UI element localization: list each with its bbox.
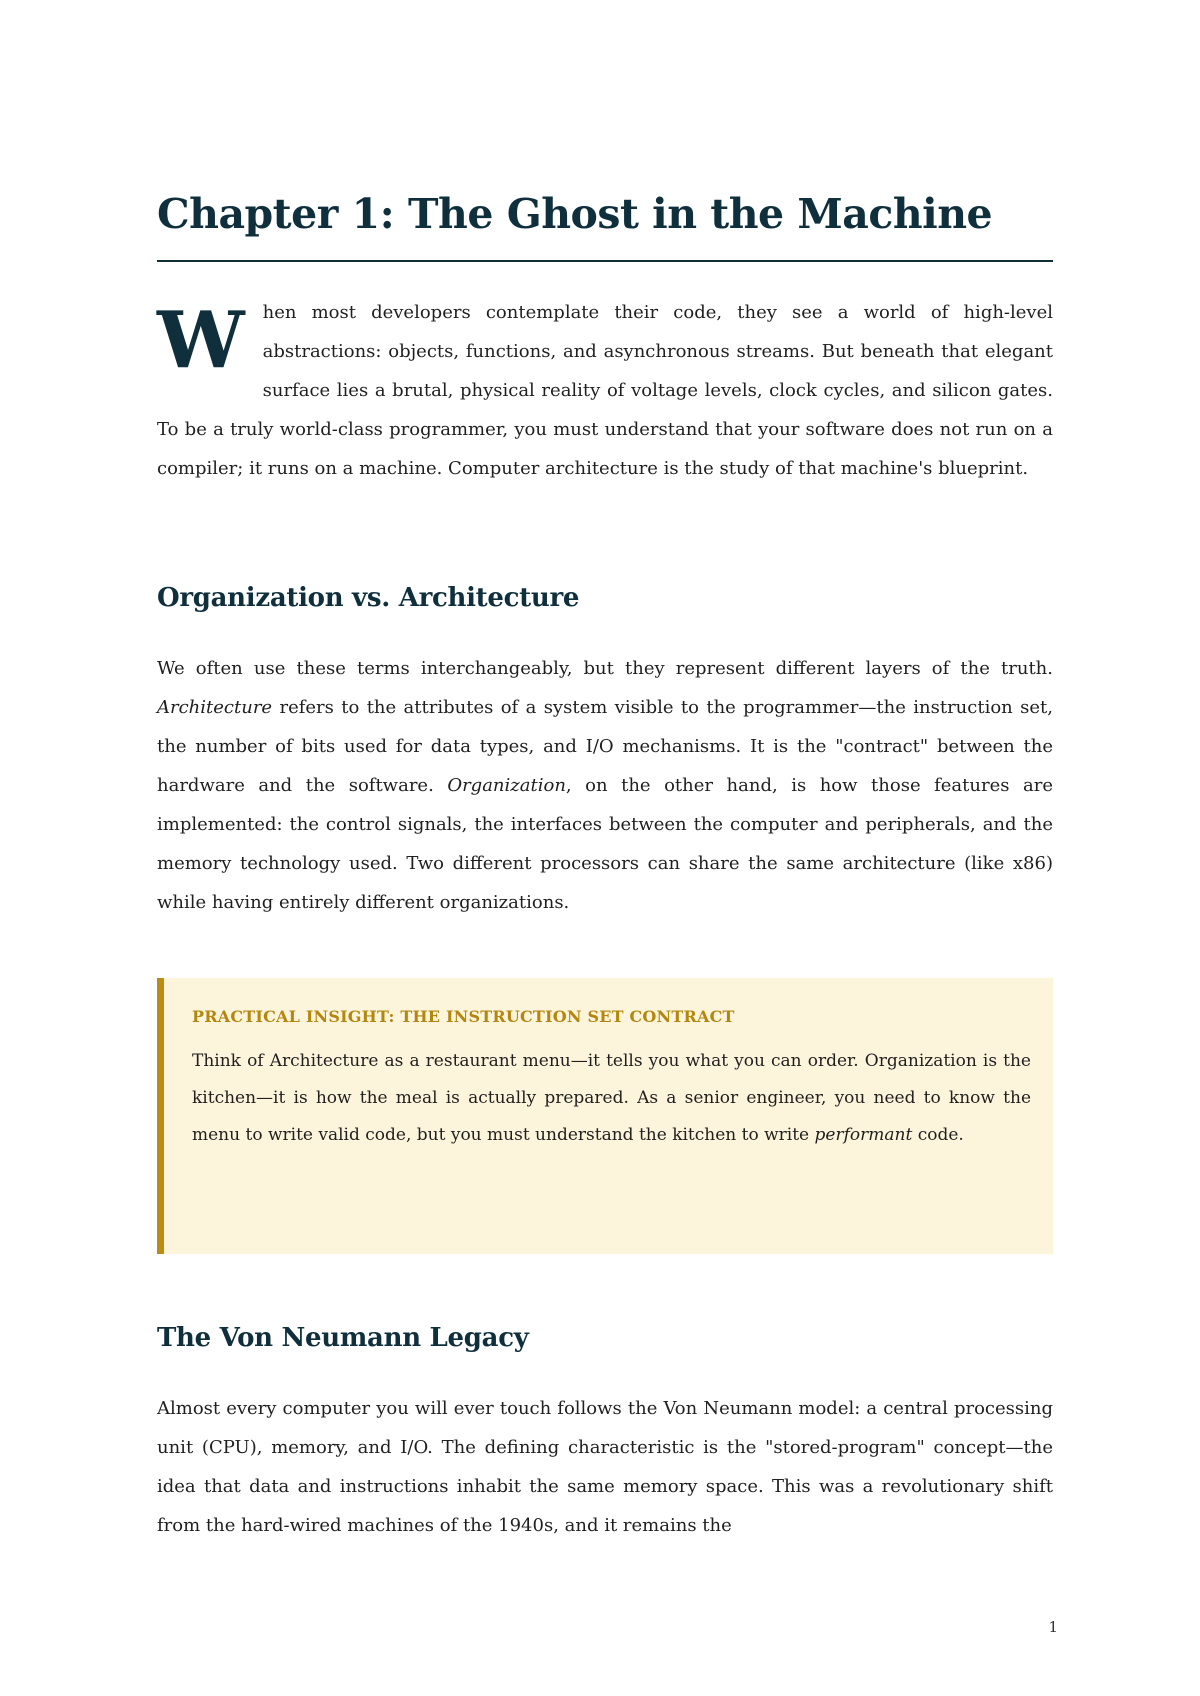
section-heading-von-neumann: The Von Neumann Legacy [157, 1323, 529, 1353]
page-number: 1 [1048, 1618, 1058, 1636]
callout-label: PRACTICAL INSIGHT: THE INSTRUCTION SET CONTRACT [192, 1007, 735, 1026]
intro-paragraph [157, 293, 1053, 488]
organization-paragraph [157, 649, 1053, 922]
drop-cap: W [157, 295, 245, 386]
callout-body [192, 1043, 1031, 1154]
intro-text: hen most developers contemplate their code, they see a world of high-level abstractions: objects, functions, and asynchronous streams. But beneath that elegant surface lies a brutal, physical reality of voltage levels, clock cycles, and silicon gates. To be a truly world-class programmer, you must understand that your software does not run on a compiler; it runs on a machine. Computer architecture is the study of that machine's blueprint. [157, 302, 1053, 479]
org-text-2: refers to the attributes of a system visible to the programmer—the instruction set, the number of bits used for data types, and I/O mechanisms. It is the "contract" between the hardware and the software. [157, 697, 1053, 796]
chapter-title: Chapter 1: The Ghost in the Machine [157, 190, 993, 238]
term-architecture: Architecture [157, 697, 273, 718]
term-organization: Organization [447, 775, 566, 796]
callout-text-1: Think of Architecture as a restaurant menu—it tells you what you can order. Organization is the kitchen—it is how the meal is actually prepared. As a senior engineer, you need to know the menu to write valid code, but you must understand the kitchen to write [192, 1051, 1031, 1145]
practical-insight-callout [157, 978, 1053, 1254]
title-divider [157, 260, 1053, 262]
section-heading-organization: Organization vs. Architecture [157, 583, 580, 613]
von-neumann-paragraph: Almost every computer you will ever touch follows the Von Neumann model: a central processing unit (CPU), memory, and I/O. The defining characteristic is the "stored-program" concept—the idea that data and instructions inhabit the same memory space. This was a revolutionary shift from the hard-wired machines of the 1940s, and it remains the [157, 1398, 1053, 1536]
org-text-3: , on the other hand, is how those features are implemented: the control signals, the interfaces between the computer and peripherals, and the memory technology used. Two different processors can share the same architecture (like x86) while having entirely different organizations. [157, 775, 1053, 913]
callout-emphasis: performant [814, 1125, 913, 1145]
callout-text-2: code. [912, 1125, 964, 1145]
org-text-1: We often use these terms interchangeably, but they represent different layers of the truth. [157, 658, 1053, 679]
